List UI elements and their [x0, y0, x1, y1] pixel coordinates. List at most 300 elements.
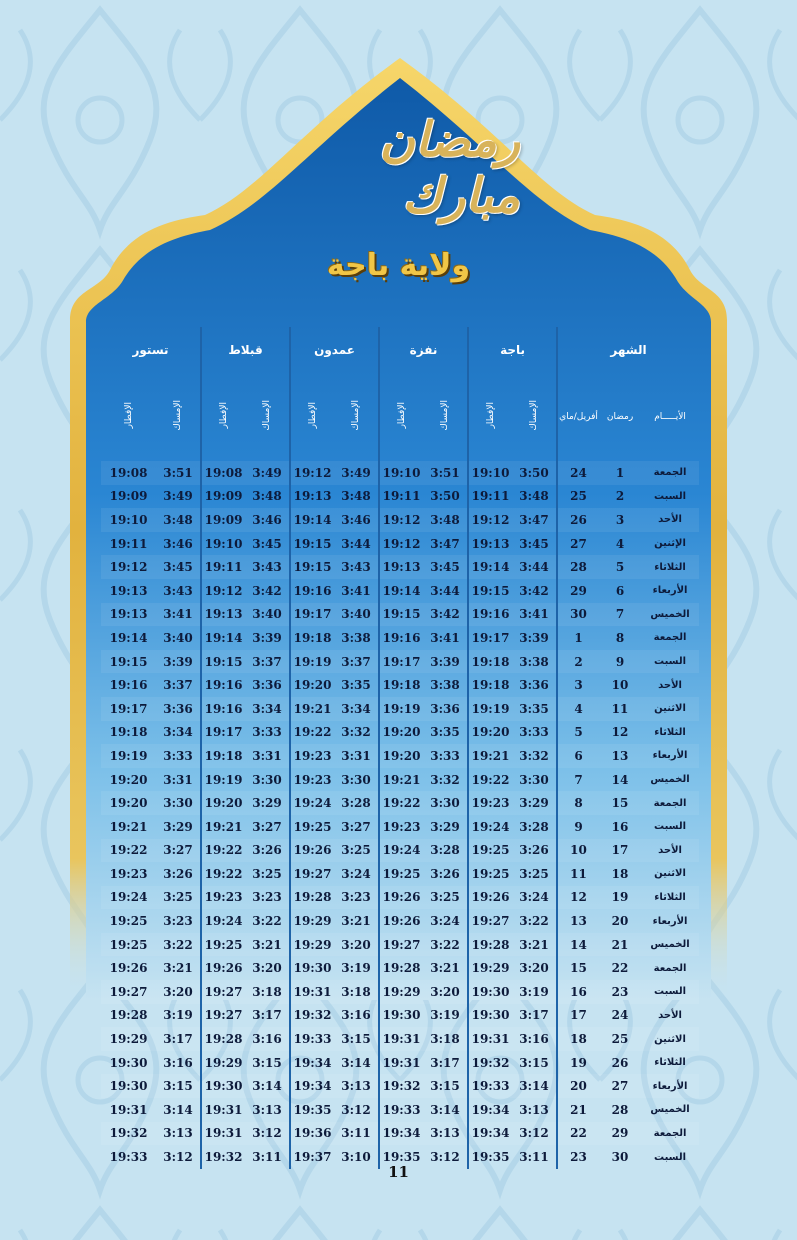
- iftar-time-cell: 19:18: [109, 725, 148, 740]
- imsak-time-cell: 3:43: [163, 583, 193, 598]
- iftar-time-cell: 19:20: [379, 721, 423, 745]
- imsak-time-cell: 3:16: [163, 1055, 193, 1070]
- iftar-time-cell: 19:10: [201, 532, 245, 556]
- greg-date-cell: 30: [557, 603, 599, 627]
- iftar-time-cell: 19:18: [468, 650, 512, 674]
- imsak-header: [156, 373, 201, 461]
- imsak-time-cell: 3:11: [252, 1150, 282, 1165]
- iftar-time-cell: 19:28: [468, 933, 512, 957]
- imsak-time-cell: 3:44: [512, 555, 557, 579]
- day-cell: الأحد: [658, 679, 682, 691]
- imsak-time-cell: 3:17: [252, 1008, 282, 1023]
- day-cell: الجمعة: [641, 1122, 699, 1146]
- table-row: [101, 956, 699, 980]
- iftar-time-cell: 19:30: [468, 980, 512, 1004]
- imsak-time-cell: 3:34: [163, 725, 193, 740]
- greg-date-cell: 7: [557, 768, 599, 792]
- imsak-time-cell: 3:49: [163, 489, 193, 504]
- iftar-time-cell: 19:25: [201, 933, 245, 957]
- ramadan-day-cell: 28: [611, 1102, 629, 1117]
- imsak-time-cell: 3:30: [252, 772, 282, 787]
- iftar-time-cell: 19:20: [290, 673, 334, 697]
- iftar-time-cell: 19:31: [201, 1122, 245, 1146]
- ramadan-day-cell: 1: [599, 461, 641, 485]
- table-row: [101, 673, 699, 697]
- greg-date-cell: 23: [557, 1145, 599, 1169]
- day-cell: الجمعة: [641, 791, 699, 815]
- imsak-time-cell: 3:36: [423, 697, 468, 721]
- table-row: [101, 744, 699, 768]
- ramadan-day-cell: 22: [611, 961, 629, 976]
- ramadan-day-cell: 8: [615, 630, 625, 645]
- table-row: [101, 909, 699, 933]
- iftar-time-cell: 19:34: [468, 1122, 512, 1146]
- imsak-header-text: الإمساك: [351, 400, 362, 431]
- iftar-time-cell: 19:10: [101, 508, 156, 532]
- city-header-testour: تستور: [132, 343, 169, 357]
- iftar-time-cell: 19:13: [379, 555, 423, 579]
- greg-date-cell: 29: [557, 579, 599, 603]
- imsak-time-cell: 3:31: [245, 744, 290, 768]
- table-row: [101, 886, 699, 910]
- imsak-time-cell: 3:33: [156, 744, 201, 768]
- iftar-time-cell: 19:21: [290, 697, 334, 721]
- iftar-header: [101, 373, 156, 461]
- imsak-time-cell: 3:24: [341, 866, 371, 881]
- table-row: [101, 697, 699, 721]
- imsak-time-cell: 3:35: [512, 697, 557, 721]
- iftar-time-cell: 19:34: [379, 1122, 423, 1146]
- iftar-time-cell: 19:14: [379, 579, 423, 603]
- iftar-time-cell: 19:35: [290, 1098, 334, 1122]
- table-row: [101, 603, 699, 627]
- iftar-time-cell: 19:32: [290, 1004, 334, 1028]
- iftar-time-cell: 19:19: [468, 697, 512, 721]
- iftar-time-cell: 19:18: [290, 626, 334, 650]
- iftar-time-cell: 19:33: [290, 1027, 334, 1051]
- imsak-time-cell: 3:12: [163, 1150, 193, 1165]
- iftar-time-cell: 19:13: [109, 583, 148, 598]
- imsak-time-cell: 3:19: [512, 980, 557, 1004]
- iftar-time-cell: 19:11: [109, 536, 148, 551]
- iftar-time-cell: 19:23: [379, 815, 423, 839]
- imsak-header-text: الإمساك: [173, 400, 184, 431]
- iftar-time-cell: 19:28: [201, 1027, 245, 1051]
- imsak-time-cell: 3:48: [341, 489, 371, 504]
- days-header: الأيـــــام: [654, 412, 686, 422]
- imsak-time-cell: 3:37: [163, 678, 193, 693]
- day-cell: الأربعاء: [652, 585, 688, 597]
- table-row: [101, 508, 699, 532]
- iftar-header: [379, 373, 423, 461]
- greg-date-cell: 13: [557, 909, 599, 933]
- iftar-time-cell: 19:21: [379, 768, 423, 792]
- ramadan-day-cell: 27: [599, 1074, 641, 1098]
- iftar-time-cell: 19:12: [290, 461, 334, 485]
- day-cell: الاثنين: [654, 868, 686, 880]
- imsak-header: [512, 373, 557, 461]
- ramadan-day-cell: 13: [599, 744, 641, 768]
- iftar-time-cell: 19:31: [379, 1027, 423, 1051]
- iftar-time-cell: 19:16: [201, 697, 245, 721]
- iftar-time-cell: 19:09: [201, 485, 245, 509]
- iftar-time-cell: 19:19: [290, 650, 334, 674]
- imsak-time-cell: 3:32: [512, 744, 557, 768]
- day-cell: السبت: [641, 980, 699, 1004]
- imsak-time-cell: 3:21: [163, 961, 193, 976]
- ramadan-day-cell: 10: [611, 678, 629, 693]
- day-cell: الخميس: [641, 603, 699, 627]
- iftar-time-cell: 19:22: [379, 791, 423, 815]
- iftar-time-cell: 19:31: [201, 1098, 245, 1122]
- imsak-time-cell: 3:22: [423, 933, 468, 957]
- iftar-time-cell: 19:08: [201, 461, 245, 485]
- iftar-time-cell: 19:29: [101, 1027, 156, 1051]
- table-row: [101, 1098, 699, 1122]
- imsak-time-cell: 3:12: [512, 1122, 557, 1146]
- iftar-time-cell: 19:13: [201, 603, 245, 627]
- imsak-time-cell: 3:20: [252, 961, 282, 976]
- iftar-time-cell: 19:21: [109, 819, 148, 834]
- ramadan-day-cell: 2: [615, 489, 625, 504]
- day-cell: الثلاثاء: [641, 886, 699, 910]
- imsak-time-cell: 3:51: [156, 461, 201, 485]
- imsak-time-cell: 3:22: [252, 914, 282, 929]
- ramadan-day-cell: 4: [615, 536, 625, 551]
- iftar-time-cell: 19:31: [468, 1027, 512, 1051]
- imsak-time-cell: 3:42: [423, 603, 468, 627]
- imsak-iftar-table: [101, 327, 699, 1169]
- imsak-time-cell: 3:28: [334, 791, 379, 815]
- imsak-time-cell: 3:36: [156, 697, 201, 721]
- imsak-time-cell: 3:28: [423, 839, 468, 863]
- iftar-time-cell: 19:26: [290, 839, 334, 863]
- imsak-header-text: الإمساك: [262, 400, 273, 431]
- iftar-header-text: الإفطار: [396, 402, 407, 429]
- iftar-time-cell: 19:23: [201, 886, 245, 910]
- imsak-time-cell: 3:21: [430, 961, 460, 976]
- greg-date-cell: 22: [557, 1122, 599, 1146]
- imsak-time-cell: 3:15: [156, 1074, 201, 1098]
- table-row: [101, 768, 699, 792]
- imsak-time-cell: 3:14: [512, 1074, 557, 1098]
- imsak-time-cell: 3:11: [334, 1122, 379, 1146]
- iftar-time-cell: 19:13: [290, 485, 334, 509]
- iftar-time-cell: 19:10: [468, 461, 512, 485]
- city-header-goubellat: قبلاط: [201, 327, 290, 373]
- iftar-time-cell: 19:35: [468, 1145, 512, 1169]
- table-row: [101, 1122, 699, 1146]
- iftar-time-cell: 19:24: [379, 839, 423, 863]
- greg-date-cell: 17: [557, 1004, 599, 1028]
- greg-date-cell: 3: [557, 673, 599, 697]
- iftar-time-cell: 19:15: [290, 555, 334, 579]
- iftar-time-cell: 19:30: [201, 1074, 245, 1098]
- iftar-time-cell: 19:36: [290, 1122, 334, 1146]
- ramadan-day-cell: 23: [599, 980, 641, 1004]
- iftar-time-cell: 19:18: [468, 673, 512, 697]
- imsak-time-cell: 3:35: [430, 725, 460, 740]
- greg-date-cell: 8: [557, 791, 599, 815]
- greg-date-cell: 10: [557, 839, 599, 863]
- table-row: [101, 532, 699, 556]
- imsak-time-cell: 3:37: [245, 650, 290, 674]
- greg-date-cell: 14: [557, 933, 599, 957]
- iftar-header-text: الإفطار: [307, 402, 318, 429]
- imsak-time-cell: 3:21: [245, 933, 290, 957]
- imsak-time-cell: 3:22: [156, 933, 201, 957]
- imsak-time-cell: 3:35: [341, 678, 371, 693]
- ramadan-day-cell: 17: [599, 839, 641, 863]
- imsak-time-cell: 3:45: [519, 536, 549, 551]
- imsak-time-cell: 3:13: [156, 1122, 201, 1146]
- iftar-time-cell: 19:26: [379, 909, 423, 933]
- iftar-time-cell: 19:20: [109, 772, 148, 787]
- imsak-time-cell: 3:29: [512, 791, 557, 815]
- city-header-amdoun: عمدون: [290, 327, 379, 373]
- ramadan-day-cell: 18: [611, 866, 629, 881]
- imsak-time-cell: 3:14: [430, 1102, 460, 1117]
- imsak-time-cell: 3:43: [334, 555, 379, 579]
- iftar-time-cell: 19:15: [379, 603, 423, 627]
- table-row: [101, 1027, 699, 1051]
- iftar-time-cell: 19:27: [201, 980, 245, 1004]
- imsak-time-cell: 3:25: [423, 886, 468, 910]
- day-cell: الخميس: [641, 933, 699, 957]
- day-cell: الاثنين: [641, 1027, 699, 1051]
- imsak-time-cell: 3:26: [430, 866, 460, 881]
- imsak-time-cell: 3:39: [423, 650, 468, 674]
- iftar-time-cell: 19:26: [109, 961, 148, 976]
- iftar-time-cell: 19:13: [468, 532, 512, 556]
- iftar-time-cell: 19:12: [379, 508, 423, 532]
- iftar-header: [468, 373, 512, 461]
- day-cell: الأربعاء: [652, 915, 688, 927]
- iftar-header-text: الإفطار: [218, 402, 229, 429]
- iftar-time-cell: 19:23: [290, 744, 334, 768]
- greg-date-cell: 4: [557, 697, 599, 721]
- ramadan-day-cell: 3: [599, 508, 641, 532]
- iftar-time-cell: 19:20: [201, 791, 245, 815]
- imsak-time-cell: 3:17: [519, 1008, 549, 1023]
- imsak-time-cell: 3:13: [519, 1102, 549, 1117]
- imsak-time-cell: 3:42: [252, 583, 282, 598]
- imsak-time-cell: 3:48: [519, 489, 549, 504]
- iftar-time-cell: 19:24: [101, 886, 156, 910]
- iftar-time-cell: 19:22: [290, 721, 334, 745]
- imsak-time-cell: 3:20: [156, 980, 201, 1004]
- imsak-time-cell: 3:17: [156, 1027, 201, 1051]
- imsak-header-text: الإمساك: [529, 400, 540, 431]
- day-cell: الاثنين: [641, 697, 699, 721]
- imsak-time-cell: 3:36: [252, 678, 282, 693]
- iftar-time-cell: 19:29: [201, 1051, 245, 1075]
- imsak-time-cell: 3:44: [430, 583, 460, 598]
- day-cell: الأحد: [641, 839, 699, 863]
- imsak-time-cell: 3:39: [252, 630, 282, 645]
- iftar-time-cell: 19:12: [201, 579, 245, 603]
- iftar-time-cell: 19:17: [101, 697, 156, 721]
- iftar-time-cell: 19:15: [101, 650, 156, 674]
- iftar-time-cell: 19:29: [290, 933, 334, 957]
- imsak-time-cell: 3:13: [334, 1074, 379, 1098]
- imsak-time-cell: 3:32: [430, 772, 460, 787]
- imsak-time-cell: 3:39: [519, 630, 549, 645]
- imsak-time-cell: 3:14: [341, 1055, 371, 1070]
- ramadan-day-cell: 30: [611, 1150, 629, 1165]
- ramadan-day-cell: 21: [599, 933, 641, 957]
- iftar-time-cell: 19:20: [379, 744, 423, 768]
- iftar-time-cell: 19:23: [290, 768, 334, 792]
- ramadan-day-cell: 16: [611, 819, 629, 834]
- greg-date-cell: 6: [557, 744, 599, 768]
- imsak-time-cell: 3:11: [519, 1150, 549, 1165]
- iftar-time-cell: 19:22: [101, 839, 156, 863]
- imsak-time-cell: 3:50: [430, 489, 460, 504]
- imsak-time-cell: 3:48: [156, 508, 201, 532]
- table-row: [101, 1004, 699, 1028]
- imsak-time-cell: 3:17: [430, 1055, 460, 1070]
- ramadan-day-cell: 11: [599, 697, 641, 721]
- imsak-time-cell: 3:28: [519, 819, 549, 834]
- iftar-time-cell: 19:11: [379, 485, 423, 509]
- imsak-time-cell: 3:32: [341, 725, 371, 740]
- iftar-time-cell: 19:20: [468, 721, 512, 745]
- iftar-time-cell: 19:24: [201, 909, 245, 933]
- iftar-time-cell: 19:19: [201, 768, 245, 792]
- imsak-time-cell: 3:33: [423, 744, 468, 768]
- imsak-time-cell: 3:24: [430, 914, 460, 929]
- imsak-time-cell: 3:19: [163, 1008, 193, 1023]
- imsak-time-cell: 3:49: [334, 461, 379, 485]
- imsak-time-cell: 3:18: [334, 980, 379, 1004]
- imsak-time-cell: 3:29: [430, 819, 460, 834]
- table-row: [101, 839, 699, 863]
- imsak-header: [334, 373, 379, 461]
- iftar-header-text: الإفطار: [123, 402, 134, 429]
- iftar-time-cell: 19:29: [468, 956, 512, 980]
- imsak-time-cell: 3:15: [252, 1055, 282, 1070]
- table-row: [101, 555, 699, 579]
- iftar-time-cell: 19:16: [109, 678, 148, 693]
- greg-date-cell: 24: [557, 461, 599, 485]
- imsak-time-cell: 3:50: [512, 461, 557, 485]
- imsak-time-cell: 3:39: [156, 650, 201, 674]
- iftar-time-cell: 19:17: [201, 721, 245, 745]
- iftar-time-cell: 19:14: [468, 555, 512, 579]
- iftar-time-cell: 19:16: [379, 626, 423, 650]
- imsak-header: [245, 373, 290, 461]
- imsak-time-cell: 3:23: [245, 886, 290, 910]
- table-row: [101, 862, 699, 886]
- iftar-time-cell: 19:17: [290, 603, 334, 627]
- imsak-time-cell: 3:40: [334, 603, 379, 627]
- iftar-time-cell: 19:32: [101, 1122, 156, 1146]
- imsak-time-cell: 3:25: [519, 866, 549, 881]
- iftar-time-cell: 19:32: [201, 1145, 245, 1169]
- iftar-time-cell: 19:09: [109, 489, 148, 504]
- imsak-time-cell: 3:26: [245, 839, 290, 863]
- iftar-time-cell: 19:28: [109, 1008, 148, 1023]
- imsak-time-cell: 3:49: [245, 461, 290, 485]
- imsak-time-cell: 3:33: [519, 725, 549, 740]
- ramadan-day-cell: 29: [599, 1122, 641, 1146]
- iftar-time-cell: 19:16: [290, 579, 334, 603]
- day-cell: الأحد: [658, 1009, 682, 1021]
- imsak-time-cell: 3:25: [252, 866, 282, 881]
- imsak-time-cell: 3:27: [252, 819, 282, 834]
- day-cell: الخميس: [650, 774, 690, 786]
- imsak-time-cell: 3:18: [245, 980, 290, 1004]
- ramadan-day-cell: 12: [611, 725, 629, 740]
- imsak-time-cell: 3:25: [156, 886, 201, 910]
- iftar-time-cell: 19:35: [379, 1145, 423, 1169]
- iftar-time-cell: 19:25: [101, 933, 156, 957]
- imsak-time-cell: 3:34: [334, 697, 379, 721]
- imsak-time-cell: 3:30: [341, 772, 371, 787]
- imsak-time-cell: 3:29: [245, 791, 290, 815]
- greg-date-cell: 15: [557, 956, 599, 980]
- table-row: [101, 579, 699, 603]
- iftar-time-cell: 19:28: [379, 956, 423, 980]
- imsak-time-cell: 3:46: [163, 536, 193, 551]
- imsak-time-cell: 3:47: [512, 508, 557, 532]
- iftar-time-cell: 19:28: [290, 886, 334, 910]
- imsak-time-cell: 3:46: [245, 508, 290, 532]
- iftar-time-cell: 19:27: [201, 1004, 245, 1028]
- ramadan-day-cell: 25: [599, 1027, 641, 1051]
- imsak-time-cell: 3:20: [423, 980, 468, 1004]
- day-cell: السبت: [654, 490, 687, 502]
- city-header-beja: باجة: [468, 327, 557, 373]
- iftar-time-cell: 19:31: [109, 1102, 148, 1117]
- imsak-time-cell: 3:13: [252, 1102, 282, 1117]
- greg-date-cell: 11: [557, 862, 599, 886]
- table-row: [101, 650, 699, 674]
- imsak-time-cell: 3:40: [245, 603, 290, 627]
- iftar-time-cell: 19:31: [290, 980, 334, 1004]
- ramadan-day-cell: 5: [599, 555, 641, 579]
- iftar-time-cell: 19:14: [201, 626, 245, 650]
- greg-date-cell: 16: [557, 980, 599, 1004]
- greg-date-cell: 28: [557, 555, 599, 579]
- iftar-time-cell: 19:15: [201, 650, 245, 674]
- table-row: [101, 485, 699, 509]
- iftar-time-cell: 19:15: [290, 532, 334, 556]
- imsak-time-cell: 3:30: [423, 791, 468, 815]
- imsak-time-cell: 3:34: [245, 697, 290, 721]
- imsak-time-cell: 3:48: [252, 489, 282, 504]
- imsak-time-cell: 3:20: [334, 933, 379, 957]
- imsak-time-cell: 3:12: [245, 1122, 290, 1146]
- day-cell: الأحد: [641, 508, 699, 532]
- iftar-time-cell: 19:29: [290, 909, 334, 933]
- iftar-time-cell: 19:30: [109, 1055, 148, 1070]
- day-cell: السبت: [654, 1151, 687, 1163]
- ramadan-day-cell: 14: [611, 772, 629, 787]
- iftar-time-cell: 19:12: [468, 508, 512, 532]
- imsak-time-cell: 3:30: [156, 791, 201, 815]
- ramadan-day-cell: 6: [615, 583, 625, 598]
- iftar-time-cell: 19:11: [468, 485, 512, 509]
- imsak-time-cell: 3:12: [430, 1150, 460, 1165]
- day-cell: الإثنين: [654, 538, 686, 550]
- ramadan-header: رمضان: [606, 412, 634, 422]
- ramadan-day-cell: 9: [599, 650, 641, 674]
- iftar-time-cell: 19:30: [379, 1004, 423, 1028]
- imsak-time-cell: 3:23: [334, 886, 379, 910]
- imsak-time-cell: 3:21: [512, 933, 557, 957]
